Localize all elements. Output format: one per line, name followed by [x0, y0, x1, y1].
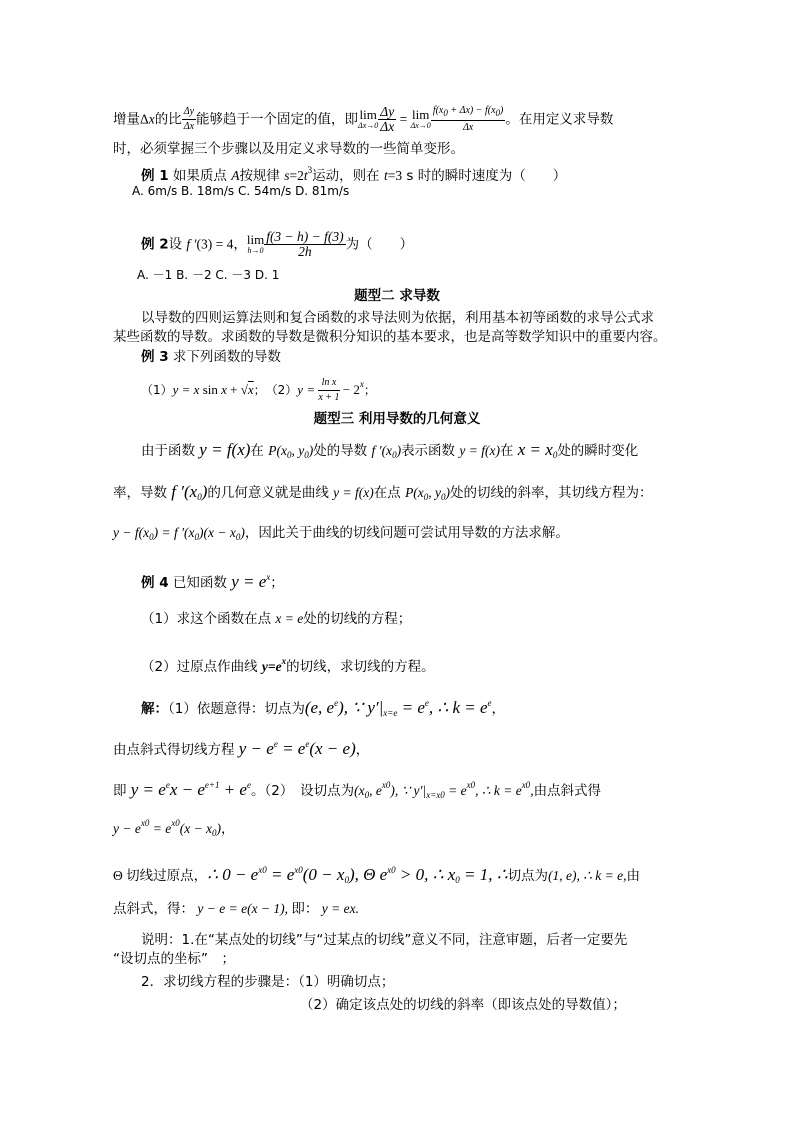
math-frac-definition: $\frac{f(x0 + \Delta x) - f(x0)}{\Delta x}$ — [432, 105, 504, 133]
solution-line-4: $y - e^{x0} = e^{x0}(x - x_0)$， — [113, 818, 235, 838]
solution-line-2: 由点斜式得切线方程 $y - e^e = e^e(x - e)$， — [113, 739, 370, 758]
solution-line-6: 点斜式，得： y − e = e(x − 1), 即： y = ex. — [113, 901, 360, 917]
example-1-label: 例 1 — [141, 168, 169, 184]
section-3-line-2: 率，导数 f $'(x_0)$的几何意义就是曲线 y = f(x)在点 $P(x_0$, $y_0$)处的切线的斜率，其切线方程为： — [113, 482, 653, 502]
math-lim: lim Δx→0 — [358, 106, 379, 130]
solution-line-1: 解：（1）依题意得：切点为(e, $e^e$), ∵ $y'|_{x=e} = e^e$, ∴ $k = e^e$， — [141, 698, 506, 718]
intro-line-2: 时，必须掌握三个步骤以及用定义求导数的一些简单变形。 — [113, 141, 464, 157]
example-4-part-2: （2）过原点作曲线 $y=e^x$的切线，求切线的方程。 — [141, 656, 435, 675]
math-delta-x: Δx — [140, 111, 155, 127]
example-4-label: 例 4 — [141, 575, 169, 591]
solution-line-5: Θ 切线过原点，∴ $0 - e^{x0} = e^{x0}(0 - x_0)$, Θ $e^{x0} > 0$, ∴ $x_0 = 1$, ∴切点为(1, e), ∴ k = e,由 — [113, 865, 640, 885]
example-2-question: 例 2设 f ′(3) = 4， lim h→0 $\frac{f(3 - h) - f(3)}{2h}$ 为（ ） — [141, 229, 414, 259]
example-3-items: （1）y = x sin x + √x； （2）y = $\frac{\text{ln x}}{x + 1}$ − $2^x$； — [141, 377, 376, 403]
section-3-title: 题型三 利用导数的几何意义 — [313, 411, 481, 427]
note-1: 说明：1.在“某点处的切线”与“过某点的切线”意义不同，注意审题，后者一定要先 — [141, 932, 628, 948]
section-2-title: 题型二 求导数 — [354, 288, 440, 304]
example-2-label: 例 2 — [141, 236, 169, 253]
solution-label: 解： — [141, 701, 168, 717]
example-3-label: 例 3 — [141, 349, 169, 365]
section-2-para-1: 以导数的四则运算法则和复合函数的求导法则为依据，利用基本初等函数的求导公式求 — [141, 310, 654, 326]
example-3-question: 例 3 求下列函数的导数 — [141, 349, 281, 365]
example-4-part-1: （1）求这个函数在点 x = e处的切线的方程； — [141, 611, 412, 627]
solution-line-3: 即 $y = e^ex - e^{e+1} + e^e$。（2） 设切点为($x_0$, $e^{x0}$), ∵ $y'|_{x=x0} = e^{x0}$, ∴ $k = e^{x0}$,由点斜式得 — [113, 780, 602, 800]
note-2: 2．求切线方程的步骤是：（1）明确切点； — [141, 974, 395, 990]
math-frac-delta: $\frac{\Delta y}{\Delta x}$ — [380, 104, 395, 134]
note-3: （2）确定该点处的切线的斜率（即该点处的导数值）； — [300, 997, 626, 1013]
math-frac-ex2: $\frac{f(3 - h) - f(3)}{2h}$ — [266, 229, 344, 259]
math-frac-dy-dx: $\frac{\Delta y}{\Delta x}$ — [183, 106, 195, 132]
section-3-line-3: $y - f(x_0) = f$ $'(x_0)(x - x_0)$，因此关于曲线的切线问题可尝试用导数的方法求解。 — [113, 525, 569, 542]
example-1-options: A. 6m/s B. 18m/s C. 54m/s D. 81m/s — [132, 184, 350, 198]
example-2-options: A. －1 B. －2 C. －3 D. 1 — [137, 268, 280, 282]
section-3-line-1: 由于函数 y = f(x)在 $P(x_0$, $y_0$)处的导数 f $'(x_0)$表示函数 y = f(x)在 $x = x_0$处的瞬时变化 — [141, 440, 639, 460]
section-2-para-2: 某些函数的导数。求函数的导数是微积分知识的基本要求，也是高等数学知识中的重要内容。 — [113, 329, 667, 345]
example-1-question: 例 1 如果质点 A按规律 $s=2t^3$运动，则在 t=3 s 时的瞬时速度为（ ） — [141, 165, 567, 184]
note-1b: “设切点的坐标” ； — [113, 951, 235, 967]
intro-line-1: 增量Δx的比 $\frac{\Delta y}{\Delta x}$ 能够趋于一个固定的值，即 lim Δx→0 $\frac{\Delta y}{\Delta x}$ = lim Δx→0 $\frac{f(x0 + \Delta x) - f(x0)}{\Delta x}$ 。在用定义求导数 — [113, 104, 614, 134]
example-4-question: 例 4 已知函数 $y = e^x$； — [141, 572, 284, 591]
